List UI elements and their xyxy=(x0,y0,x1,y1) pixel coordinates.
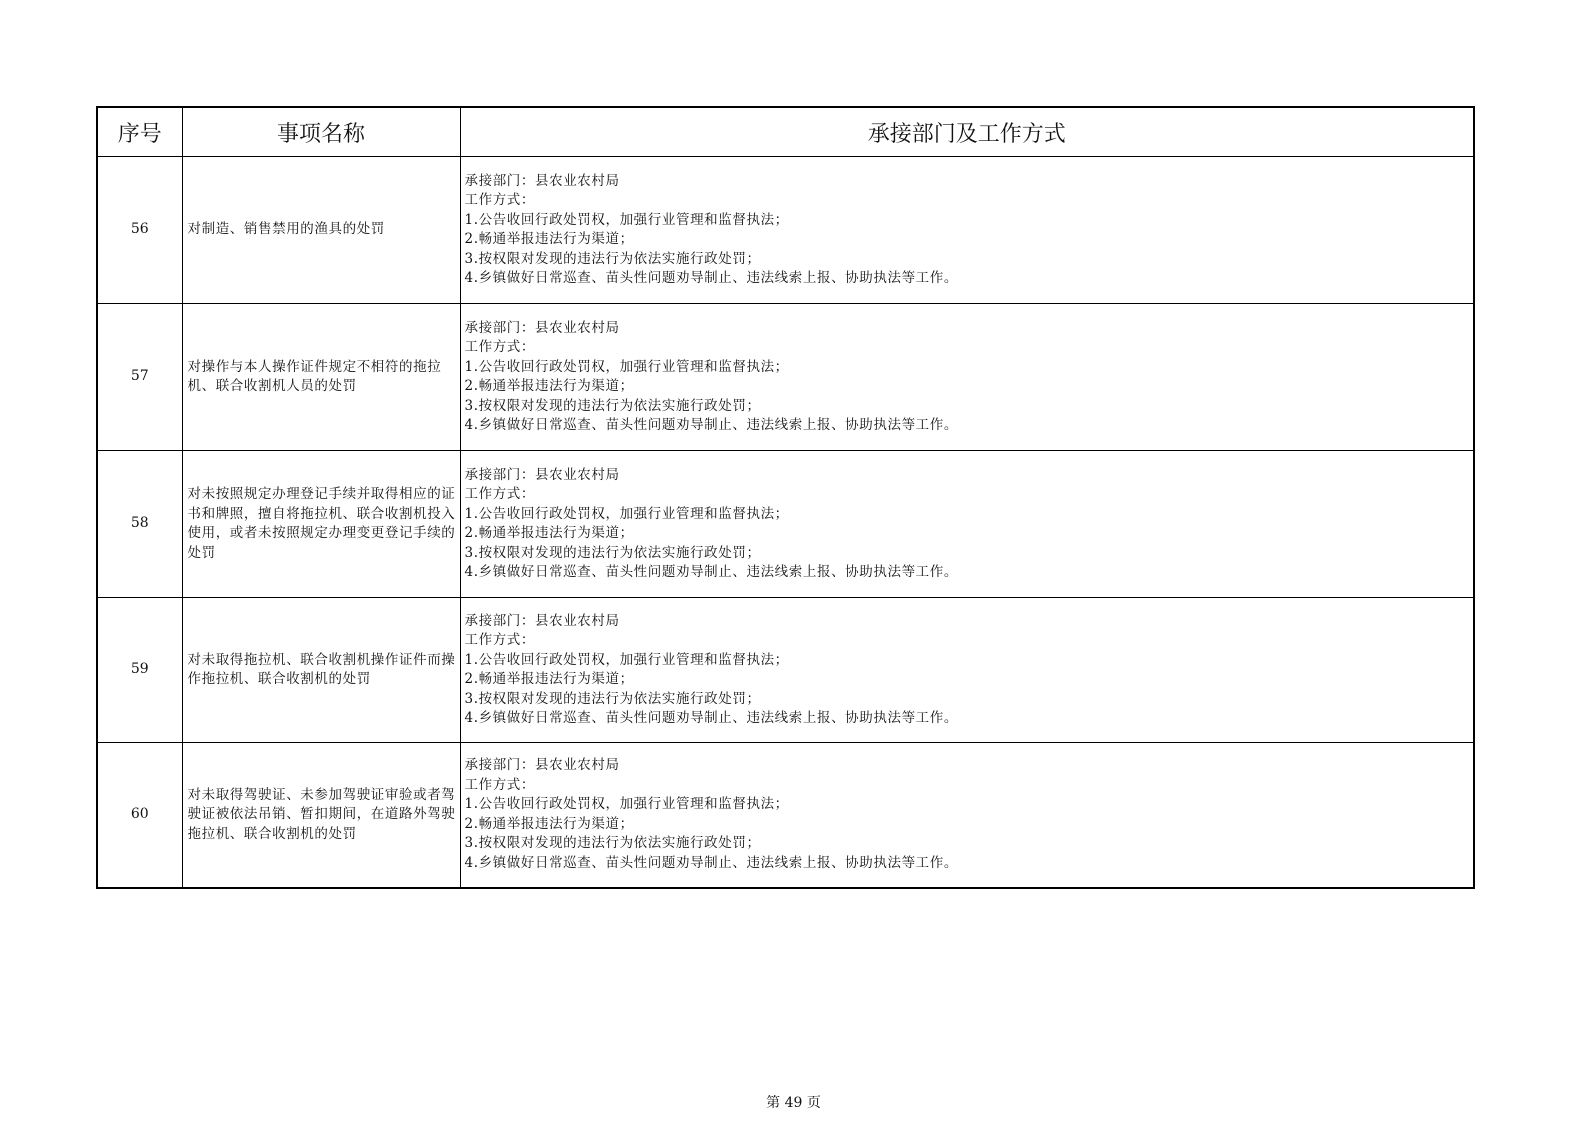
row-item-name: 对未取得驾驶证、未参加驾驶证审验或者驾驶证被依法吊销、暂扣期间，在道路外驾驶拖拉机、联合收割机的处罚 xyxy=(182,743,460,888)
items-table xyxy=(96,106,1475,889)
work-line: 工作方式： xyxy=(464,486,535,502)
work-line: 工作方式： xyxy=(464,632,535,648)
work-line: 1.公告收回行政处罚权，加强行业管理和监督执法； xyxy=(464,211,789,228)
work-line: 1.公告收回行政处罚权，加强行业管理和监督执法； xyxy=(464,505,789,522)
header-item-name: 事项名称 xyxy=(182,107,460,157)
header-serial-number: 序号 xyxy=(97,107,182,157)
row-item-name: 对未按照规定办理登记手续并取得相应的证书和牌照，擅自将拖拉机、联合收割机投入使用，或者未按照规定办理变更登记手续的处罚 xyxy=(182,451,460,598)
work-line: 2.畅通举报违法行为渠道； xyxy=(464,231,634,247)
work-line: 4.乡镇做好日常巡查、苗头性问题劝导制止、违法线索上报、协助执法等工作。 xyxy=(464,417,958,433)
row-item-name: 对制造、销售禁用的渔具的处罚 xyxy=(182,157,460,304)
row-department-and-method xyxy=(460,304,1474,451)
row-serial-number: 57 xyxy=(97,304,182,451)
work-line: 2.畅通举报违法行为渠道； xyxy=(464,671,634,687)
row-item-name: 对未取得拖拉机、联合收割机操作证件而操作拖拉机、联合收割机的处罚 xyxy=(182,598,460,743)
work-line: 2.畅通举报违法行为渠道； xyxy=(464,378,634,394)
row-serial-number: 60 xyxy=(97,743,182,888)
row-serial-number: 56 xyxy=(97,157,182,304)
work-line: 2.畅通举报违法行为渠道； xyxy=(464,525,634,541)
row-department-and-method xyxy=(460,598,1474,743)
work-line: 4.乡镇做好日常巡查、苗头性问题劝导制止、违法线索上报、协助执法等工作。 xyxy=(464,710,958,726)
table-header-row xyxy=(97,107,1474,157)
work-line: 4.乡镇做好日常巡查、苗头性问题劝导制止、违法线索上报、协助执法等工作。 xyxy=(464,564,958,580)
row-department-and-method xyxy=(460,157,1474,304)
work-line: 1.公告收回行政处罚权，加强行业管理和监督执法； xyxy=(464,651,789,668)
work-line: 1.公告收回行政处罚权，加强行业管理和监督执法； xyxy=(464,796,789,813)
work-line: 工作方式： xyxy=(464,192,535,208)
table-row xyxy=(97,451,1474,598)
page-number: 第 49 页 xyxy=(766,1095,821,1111)
row-department-and-method xyxy=(460,743,1474,888)
row-item-name: 对操作与本人操作证件规定不相符的拖拉机、联合收割机人员的处罚 xyxy=(182,304,460,451)
work-line: 3.按权限对发现的违法行为依法实施行政处罚； xyxy=(464,397,761,414)
work-line: 承接部门：县农业农村局 xyxy=(464,319,620,336)
work-line: 承接部门：县农业农村局 xyxy=(464,612,620,629)
work-line: 1.公告收回行政处罚权，加强行业管理和监督执法； xyxy=(464,358,789,375)
table-row xyxy=(97,157,1474,304)
work-line: 承接部门：县农业农村局 xyxy=(464,172,620,189)
work-line: 3.按权限对发现的违法行为依法实施行政处罚； xyxy=(464,250,761,267)
row-department-and-method xyxy=(460,451,1474,598)
row-serial-number: 59 xyxy=(97,598,182,743)
header-department-and-method: 承接部门及工作方式 xyxy=(460,107,1474,157)
work-line: 工作方式： xyxy=(464,339,535,355)
table-row xyxy=(97,304,1474,451)
work-line: 3.按权限对发现的违法行为依法实施行政处罚； xyxy=(464,835,761,852)
work-line: 3.按权限对发现的违法行为依法实施行政处罚； xyxy=(464,690,761,707)
table-row xyxy=(97,743,1474,888)
work-line: 4.乡镇做好日常巡查、苗头性问题劝导制止、违法线索上报、协助执法等工作。 xyxy=(464,854,958,871)
work-line: 3.按权限对发现的违法行为依法实施行政处罚； xyxy=(464,544,761,561)
work-line: 工作方式： xyxy=(464,776,535,793)
table-row xyxy=(97,598,1474,743)
row-serial-number: 58 xyxy=(97,451,182,598)
work-line: 承接部门：县农业农村局 xyxy=(464,757,620,774)
work-line: 承接部门：县农业农村局 xyxy=(464,466,620,483)
work-line: 2.畅通举报违法行为渠道； xyxy=(464,815,634,832)
work-line: 4.乡镇做好日常巡查、苗头性问题劝导制止、违法线索上报、协助执法等工作。 xyxy=(464,270,958,286)
